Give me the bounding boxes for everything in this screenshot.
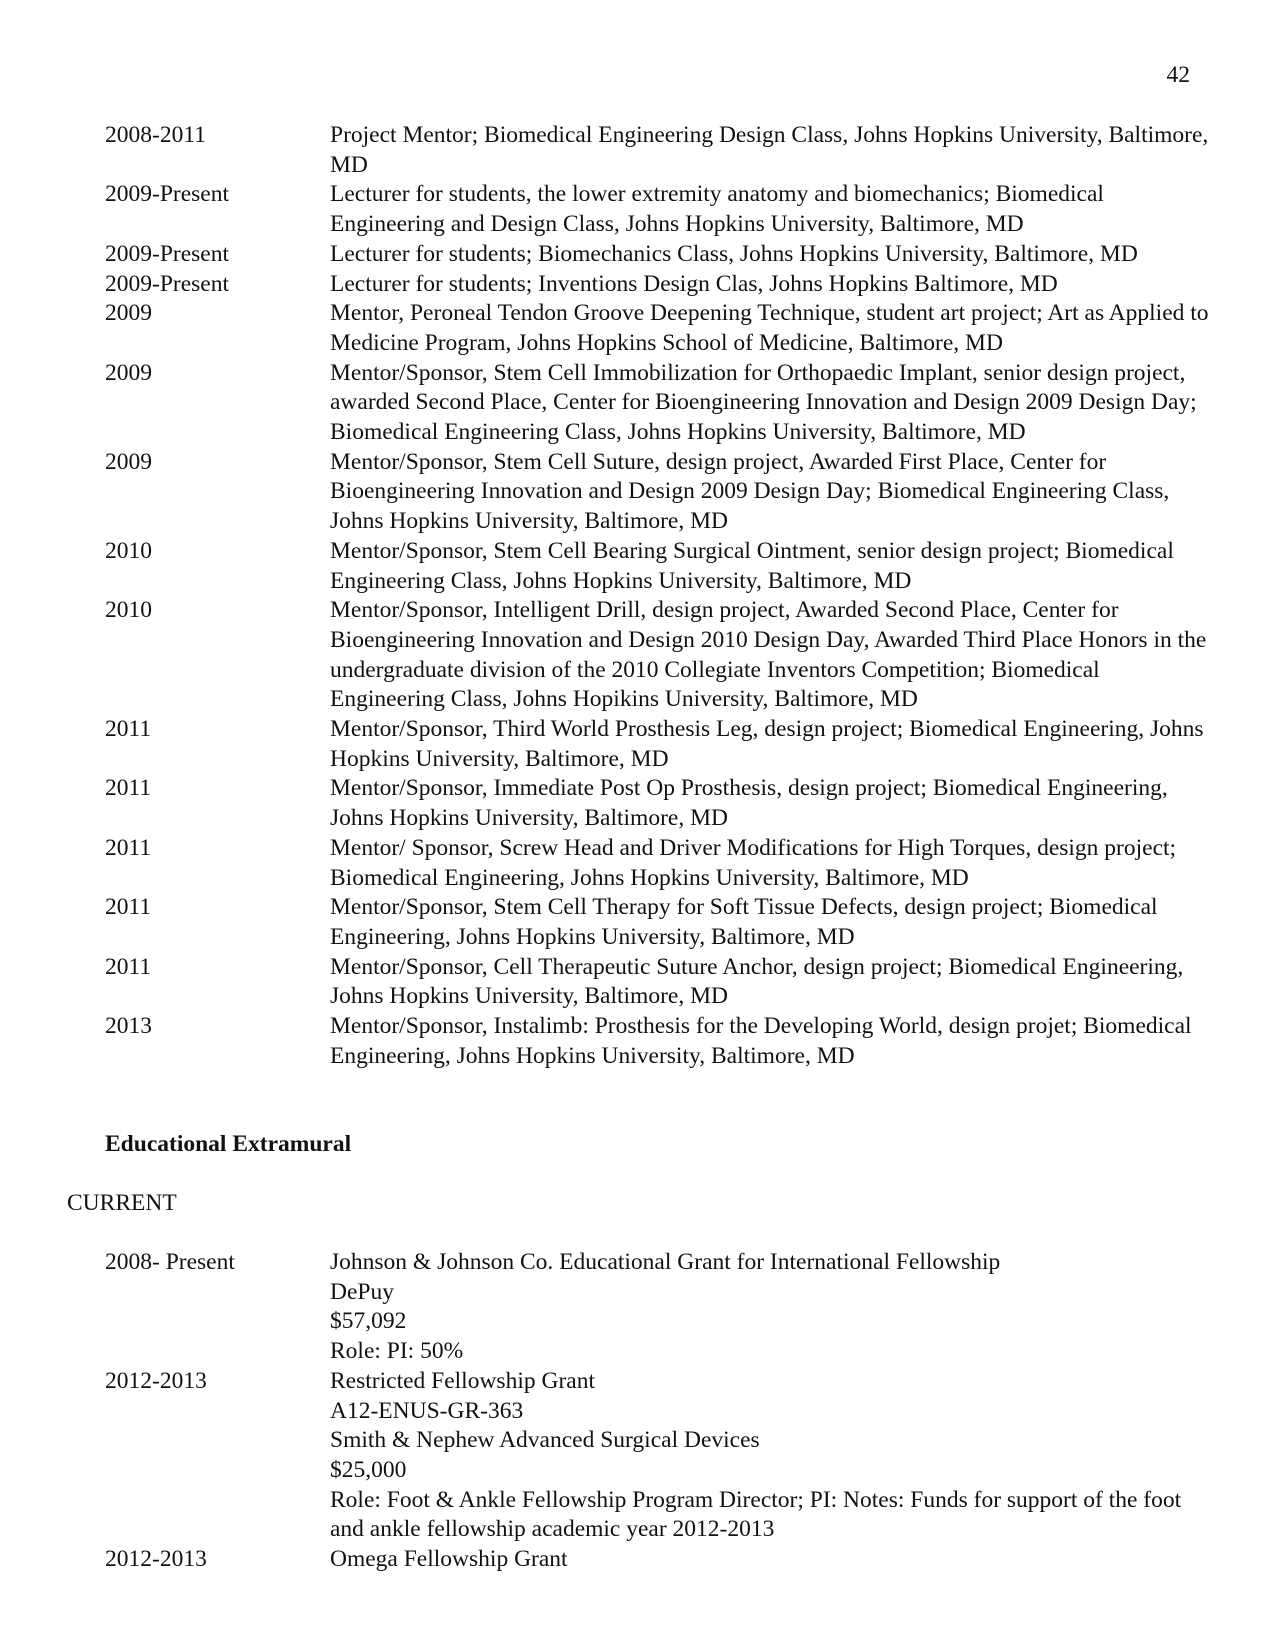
grant-role: Role: PI: 50% <box>330 1338 464 1365</box>
entry-date: 2009 <box>105 359 152 386</box>
entry-date: 2010 <box>105 537 152 564</box>
grant-details <box>330 1367 1215 1545</box>
grant-item <box>105 1545 1215 1575</box>
entry-description: Mentor/Sponsor, Instalimb: Prosthesis for the Developing World, design projet; Biomedical Engineering, Johns Hopkins University, Baltimore, MD <box>330 1013 1192 1069</box>
grant-item <box>105 1248 1215 1367</box>
entry-description: Mentor/Sponsor, Stem Cell Suture, design project, Awarded First Place, Center for Bioengineering Innovation and Design 2009 Design Day; Biomedical Engineering Class, Johns Hopkins University, Baltimore, MD <box>330 448 1170 535</box>
list-item <box>105 537 1215 596</box>
entry-description: Project Mentor; Biomedical Engineering Design Class, Johns Hopkins University, Baltimore, MD <box>330 122 1209 178</box>
entry-date: 2009-Present <box>105 240 230 267</box>
list-item <box>105 240 1215 270</box>
grant-title: Restricted Fellowship Grant <box>330 1367 595 1394</box>
grant-details <box>330 1545 1215 1575</box>
list-item <box>105 834 1215 893</box>
entry-date: 2011 <box>105 834 152 861</box>
section-subheading: CURRENT <box>67 1190 177 1216</box>
list-item <box>105 715 1215 774</box>
grant-title: Omega Fellowship Grant <box>330 1546 568 1573</box>
grant-date: 2012-2013 <box>105 1367 207 1394</box>
list-item <box>105 893 1215 952</box>
entry-description: Mentor, Peroneal Tendon Groove Deepening Technique, student art project; Art as Applied to Medicine Program, Johns Hopkins School of Medicine, Baltimore, MD <box>330 300 1209 356</box>
list-item <box>105 121 1215 180</box>
entry-description: Lecturer for students; Biomechanics Class, Johns Hopkins University, Baltimore, MD <box>330 240 1138 267</box>
entry-date: 2011 <box>105 953 152 980</box>
entry-description: Mentor/ Sponsor, Screw Head and Driver Modifications for High Torques, design project; Biomedical Engineering, Johns Hopkins University, Baltimore, MD <box>330 834 1177 891</box>
entry-date: 2013 <box>105 1013 152 1040</box>
entry-description: Lecturer for students; Inventions Design Clas, Johns Hopkins Baltimore, MD <box>330 270 1058 297</box>
list-item <box>105 596 1215 715</box>
entry-description: Mentor/Sponsor, Cell Therapeutic Suture Anchor, design project; Biomedical Engineering, Johns Hopkins University, Baltimore, MD <box>330 953 1184 1010</box>
entry-date: 2009 <box>105 300 152 327</box>
grant-sponsor: DePuy <box>330 1278 394 1305</box>
grant-date: 2008- Present <box>105 1249 235 1275</box>
list-item <box>105 299 1215 358</box>
entry-description: Mentor/Sponsor, Stem Cell Immobilization for Orthopaedic Implant, senior design project, awarded Second Place, Center for Bioengineering Innovation and Design 2009 Design Day; Biomedical Engineering Class, Johns Hopkins University, Baltimore, MD <box>330 359 1197 446</box>
grant-sponsor: Smith & Nephew Advanced Surgical Devices <box>330 1427 760 1454</box>
list-item <box>105 359 1215 448</box>
grant-amount: $25,000 <box>330 1456 407 1483</box>
page-number: 42 <box>1166 62 1190 88</box>
grant-date: 2012-2013 <box>105 1546 207 1573</box>
grant-item <box>105 1367 1215 1545</box>
list-item <box>105 448 1215 537</box>
entry-description: Mentor/Sponsor, Immediate Post Op Prosthesis, design project; Biomedical Engineering, Johns Hopkins University, Baltimore, MD <box>330 775 1168 832</box>
grant-amount: $57,092 <box>330 1308 407 1335</box>
entry-date: 2011 <box>105 894 152 921</box>
entry-description: Mentor/Sponsor, Third World Prosthesis Leg, design project; Biomedical Engineering, Johns Hopkins University, Baltimore, MD <box>330 716 1204 772</box>
grant-details <box>330 1248 1215 1367</box>
entry-date: 2009-Present <box>105 270 230 297</box>
section-heading: Educational Extramural <box>105 1131 352 1157</box>
list-item <box>105 180 1215 239</box>
entry-description: Mentor/Sponsor, Intelligent Drill, design project, Awarded Second Place, Center for Bioengineering Innovation and Design 2010 Design Day, Awarded Third Place Honors in the undergraduate division of the 2010 Collegiate Inventors Competition; Biomedical Engineering Class, Johns Hopikins University, Baltimore, MD <box>330 597 1207 713</box>
grants-list <box>105 1248 1215 1575</box>
list-item <box>105 774 1215 833</box>
list-item <box>105 953 1215 1012</box>
entry-description: Mentor/Sponsor, Stem Cell Therapy for Soft Tissue Defects, design project; Biomedical Engineering, Johns Hopkins University, Baltimore, MD <box>330 894 1158 950</box>
entry-description: Lecturer for students, the lower extremity anatomy and biomechanics; Biomedical Engineering and Design Class, Johns Hopkins University, Baltimore, MD <box>330 181 1104 238</box>
entry-date: 2011 <box>105 775 152 802</box>
entry-date: 2010 <box>105 597 152 624</box>
list-item <box>105 270 1215 300</box>
entry-date: 2008-2011 <box>105 122 206 148</box>
grant-number: A12-ENUS-GR-363 <box>330 1397 524 1424</box>
list-item <box>105 1012 1215 1071</box>
entry-date: 2009-Present <box>105 181 230 208</box>
grant-title: Johnson & Johnson Co. Educational Grant for International Fellowship <box>330 1249 1001 1275</box>
entry-date: 2009 <box>105 448 152 475</box>
entry-date: 2011 <box>105 716 152 743</box>
teaching-entries-list <box>105 121 1215 1072</box>
grant-role: Role: Foot & Ankle Fellowship Program Director; PI: Notes: Funds for support of the foot and ankle fellowship academic year 2012-2013 <box>330 1486 1182 1543</box>
entry-description: Mentor/Sponsor, Stem Cell Bearing Surgical Ointment, senior design project; Biomedical Engineering Class, Johns Hopkins University, Baltimore, MD <box>330 537 1174 594</box>
